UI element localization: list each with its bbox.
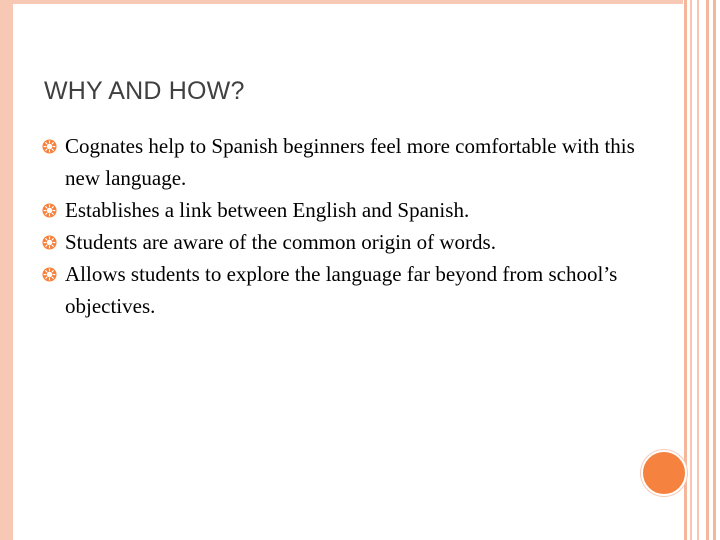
bullet-item	[42, 130, 642, 194]
frame-stripe	[713, 0, 716, 540]
bullet-item	[42, 226, 642, 258]
orange-circle-decoration	[641, 450, 687, 496]
sun-bullet-icon	[42, 235, 57, 250]
bullet-text: Cognates help to Spanish beginners feel more comfortable with this new language.	[65, 134, 635, 190]
frame-top-border	[13, 0, 683, 4]
slide-title: WHY AND HOW?	[44, 77, 245, 105]
bullet-text: Students are aware of the common origin of words.	[65, 230, 496, 254]
bullet-text: Establishes a link between English and Spanish.	[65, 198, 470, 222]
frame-left-border	[0, 0, 13, 540]
frame-stripe	[684, 0, 687, 540]
sun-bullet-icon	[42, 203, 57, 218]
bullet-item	[42, 258, 642, 322]
bullet-list	[42, 130, 642, 322]
bullet-item	[42, 194, 642, 226]
bullet-text: Allows students to explore the language far beyond from school’s objectives.	[65, 262, 618, 318]
frame-stripe	[690, 0, 692, 540]
frame-stripe	[697, 0, 699, 540]
frame-stripe	[706, 0, 709, 540]
sun-bullet-icon	[42, 139, 57, 154]
sun-bullet-icon	[42, 267, 57, 282]
